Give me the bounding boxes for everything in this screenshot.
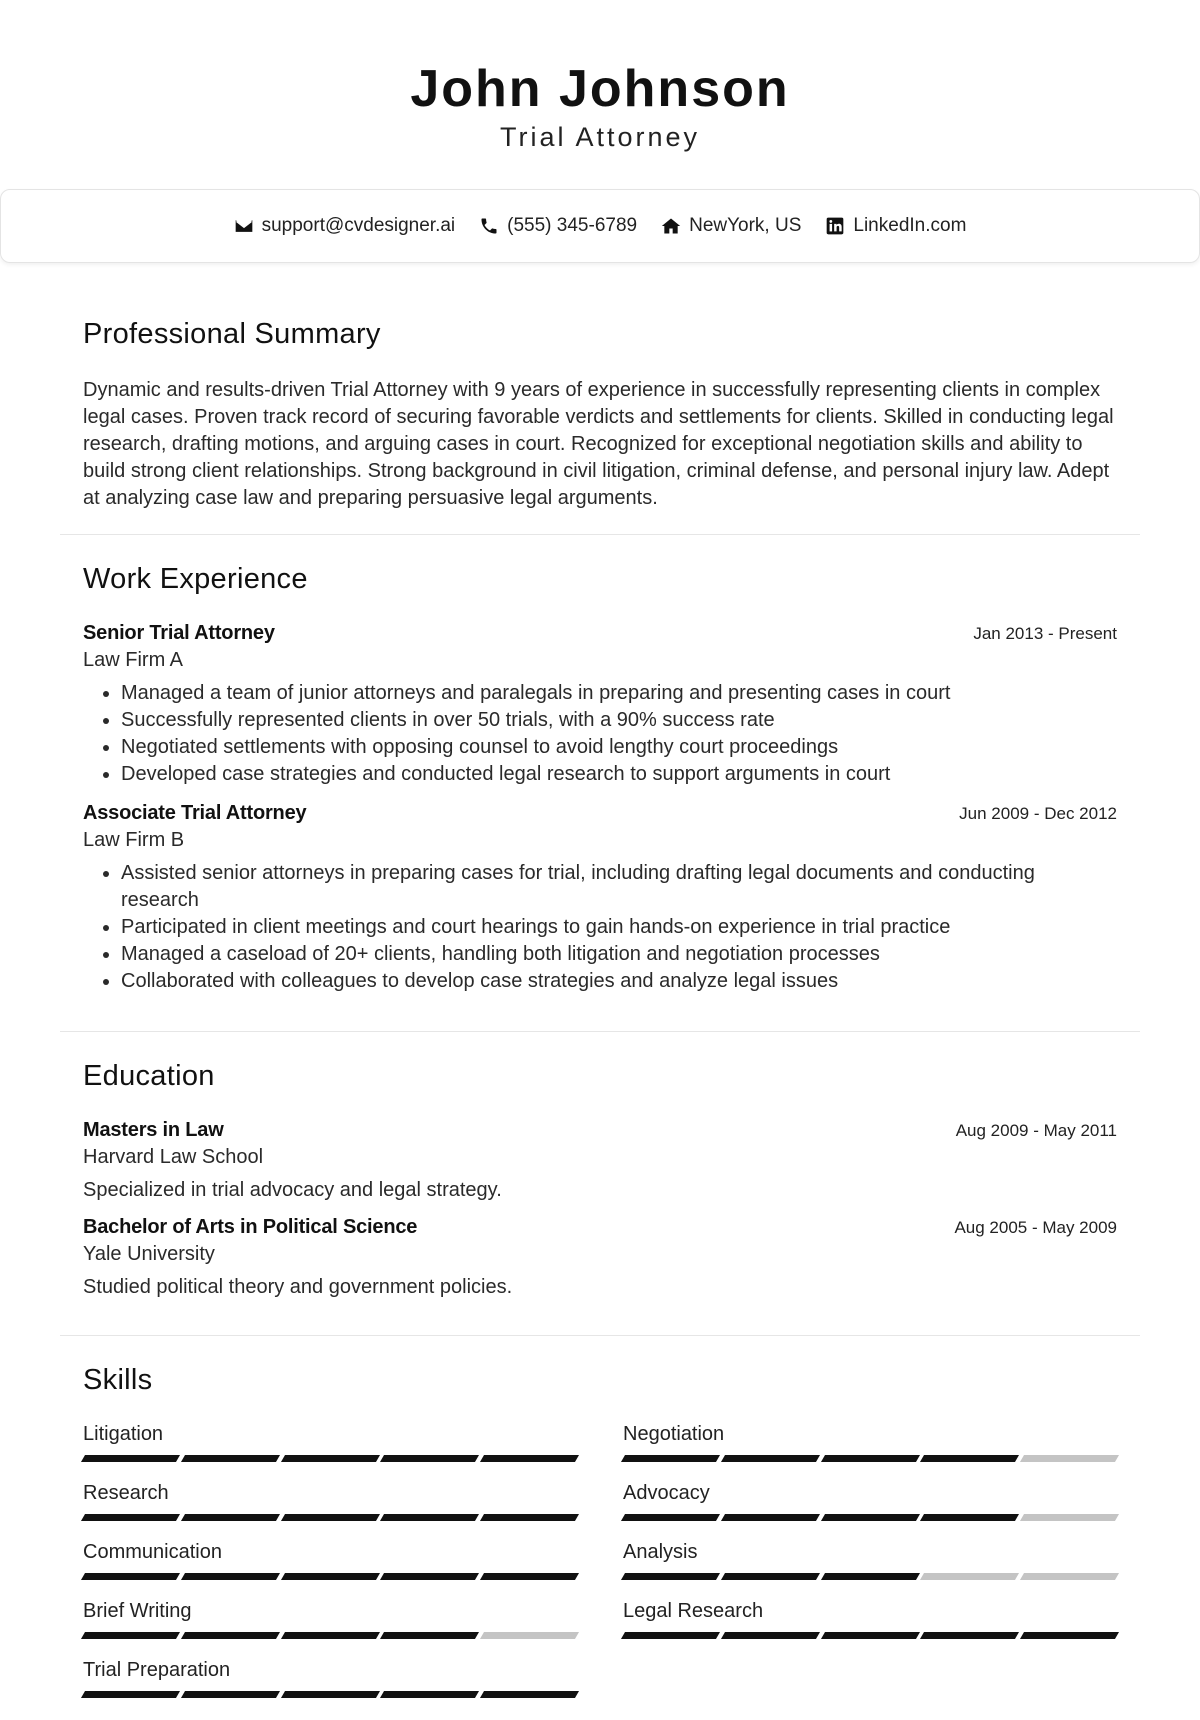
skill-segment-empty	[1020, 1573, 1119, 1580]
school-name: Harvard Law School	[83, 1146, 264, 1168]
resume-content	[60, 290, 1140, 1720]
skill-segment-filled	[721, 1573, 820, 1580]
list-item: • Managed a team of junior attorneys and paralegals in preparing and presenting cases in court	[121, 680, 1117, 707]
skill-segment-empty	[920, 1573, 1019, 1580]
list-item: • Negotiated settlements with opposing counsel to avoid lengthy court proceedings	[121, 734, 1117, 761]
skill-segment-filled	[721, 1514, 820, 1521]
skill-segment-filled	[281, 1514, 380, 1521]
skill-segment-filled	[1020, 1632, 1119, 1639]
skill-level-bar	[83, 1455, 577, 1462]
list-item: • Successfully represented clients in over 50 trials, with a 90% success rate	[121, 707, 1117, 734]
education-entry	[83, 1119, 1117, 1202]
contact-phone[interactable]	[479, 215, 637, 237]
skill-segment-filled	[81, 1573, 180, 1580]
linkedin-icon	[825, 216, 845, 236]
skill-item	[623, 1541, 1117, 1580]
education-dates: Aug 2009 - May 2011	[955, 1121, 1117, 1140]
skill-segment-filled	[621, 1632, 720, 1639]
skill-segment-empty	[1020, 1514, 1119, 1521]
skill-segment-filled	[821, 1514, 920, 1521]
skill-segment-filled	[621, 1514, 720, 1521]
section-heading: Skills	[83, 1364, 153, 1396]
skill-level-bar	[83, 1632, 577, 1639]
list-item: • Developed case strategies and conducted legal research to support arguments in court	[121, 761, 1117, 788]
education-description: Specialized in trial advocacy and legal strategy.	[83, 1179, 502, 1201]
skill-name: Negotiation	[623, 1423, 725, 1445]
skills-grid	[83, 1423, 1117, 1698]
job-title: Associate Trial Attorney	[83, 802, 307, 824]
skill-level-bar	[623, 1573, 1117, 1580]
skill-name: Analysis	[623, 1541, 698, 1563]
resume-header	[0, 0, 1200, 153]
skill-segment-filled	[480, 1514, 579, 1521]
school-name: Yale University	[83, 1243, 215, 1265]
skill-item	[83, 1659, 577, 1698]
phone-icon	[479, 216, 499, 236]
education-entry	[83, 1216, 1117, 1299]
skill-segment-filled	[480, 1691, 579, 1698]
experience-section	[60, 535, 1140, 1032]
contact-location	[661, 215, 801, 237]
skill-name: Trial Preparation	[83, 1659, 231, 1681]
skill-segment-filled	[480, 1573, 579, 1580]
skill-item	[623, 1423, 1117, 1462]
skill-item	[83, 1423, 577, 1462]
skill-segment-filled	[380, 1632, 479, 1639]
skill-segment-filled	[621, 1573, 720, 1580]
skill-segment-filled	[821, 1632, 920, 1639]
skill-segment-filled	[81, 1691, 180, 1698]
contact-linkedin[interactable]	[825, 215, 966, 237]
job-bullets	[83, 860, 1117, 995]
skill-item	[623, 1600, 1117, 1639]
job-dates: Jan 2013 - Present	[973, 624, 1117, 643]
skill-level-bar	[83, 1514, 577, 1521]
list-item: • Collaborated with colleagues to develop case strategies and analyze legal issues	[121, 968, 1117, 995]
skill-name: Brief Writing	[83, 1600, 192, 1622]
skill-segment-filled	[181, 1573, 280, 1580]
skill-segment-filled	[821, 1455, 920, 1462]
skill-segment-filled	[920, 1632, 1019, 1639]
job-bullets	[83, 680, 1117, 788]
skill-segment-filled	[81, 1632, 180, 1639]
skill-level-bar	[83, 1573, 577, 1580]
contact-email[interactable]	[234, 215, 456, 237]
skill-segment-filled	[480, 1455, 579, 1462]
skill-segment-filled	[821, 1573, 920, 1580]
skill-name: Advocacy	[623, 1482, 710, 1504]
list-item: • Managed a caseload of 20+ clients, handling both litigation and negotiation processes	[121, 941, 1117, 968]
skill-segment-filled	[721, 1632, 820, 1639]
skill-segment-filled	[281, 1691, 380, 1698]
section-heading: Work Experience	[83, 563, 308, 595]
skill-segment-empty	[1020, 1455, 1119, 1462]
job-entry	[83, 622, 1117, 788]
contact-bar	[0, 189, 1200, 263]
skill-name: Litigation	[83, 1423, 164, 1445]
skill-segment-filled	[380, 1514, 479, 1521]
skills-section	[60, 1336, 1140, 1720]
skill-item	[83, 1482, 577, 1521]
section-heading: Professional Summary	[83, 318, 381, 350]
contact-phone-text: (555) 345-6789	[507, 215, 638, 236]
job-employer: Law Firm A	[83, 649, 184, 671]
skill-name: Research	[83, 1482, 169, 1504]
skill-segment-filled	[920, 1455, 1019, 1462]
contact-location-text: NewYork, US	[689, 215, 802, 236]
skill-segment-filled	[281, 1455, 380, 1462]
skill-segment-filled	[181, 1514, 280, 1521]
section-heading: Education	[83, 1060, 215, 1092]
skill-level-bar	[83, 1691, 577, 1698]
skill-item	[83, 1541, 577, 1580]
job-title: Trial Attorney	[499, 122, 701, 152]
education-description: Studied political theory and government policies.	[83, 1276, 513, 1298]
skill-segment-filled	[380, 1691, 479, 1698]
skill-segment-filled	[81, 1514, 180, 1521]
job-dates: Jun 2009 - Dec 2012	[959, 804, 1117, 823]
skill-segment-empty	[480, 1632, 579, 1639]
skill-segment-filled	[721, 1455, 820, 1462]
person-name: John Johnson	[410, 60, 790, 118]
skill-item	[623, 1482, 1117, 1521]
education-section	[60, 1032, 1140, 1336]
skill-level-bar	[623, 1514, 1117, 1521]
skill-segment-filled	[281, 1632, 380, 1639]
degree-title: Masters in Law	[83, 1119, 224, 1141]
skill-segment-filled	[81, 1455, 180, 1462]
skill-segment-filled	[920, 1514, 1019, 1521]
summary-section	[60, 290, 1140, 535]
skill-segment-filled	[181, 1455, 280, 1462]
skill-level-bar	[623, 1455, 1117, 1462]
skill-segment-filled	[181, 1632, 280, 1639]
skill-segment-filled	[181, 1691, 280, 1698]
skill-segment-filled	[380, 1573, 479, 1580]
skill-segment-filled	[621, 1455, 720, 1462]
home-icon	[661, 216, 681, 236]
job-entry	[83, 802, 1117, 995]
job-title: Senior Trial Attorney	[83, 622, 275, 644]
summary-text: Dynamic and results-driven Trial Attorney with 9 years of experience in successfully representing clients in complex legal cases. Proven track record of securing favorable verdicts and settlements for clients. Skilled in conducting legal research, drafting motions, and arguing cases in court. Recognized for exceptional negotiation skills and ability to build strong client relationships. Strong background in civil litigation, criminal defense, and personal injury law. Adept at analyzing case law and preparing persuasive legal arguments.	[83, 379, 1114, 509]
skill-segment-filled	[281, 1573, 380, 1580]
skill-item	[83, 1600, 577, 1639]
skill-name: Communication	[83, 1541, 222, 1563]
contact-linkedin-text: LinkedIn.com	[853, 215, 967, 236]
education-dates: Aug 2005 - May 2009	[954, 1218, 1117, 1237]
job-employer: Law Firm B	[83, 829, 185, 851]
contact-email-text: support@cvdesigner.ai	[261, 215, 456, 236]
list-item: • Participated in client meetings and court hearings to gain hands-on experience in trial practice	[121, 914, 1117, 941]
skill-segment-filled	[380, 1455, 479, 1462]
degree-title: Bachelor of Arts in Political Science	[83, 1216, 418, 1238]
skill-level-bar	[623, 1632, 1117, 1639]
skill-name: Legal Research	[623, 1600, 764, 1622]
list-item: • Assisted senior attorneys in preparing cases for trial, including drafting legal documents and conducting research	[121, 860, 1117, 914]
envelope-icon	[234, 216, 254, 236]
